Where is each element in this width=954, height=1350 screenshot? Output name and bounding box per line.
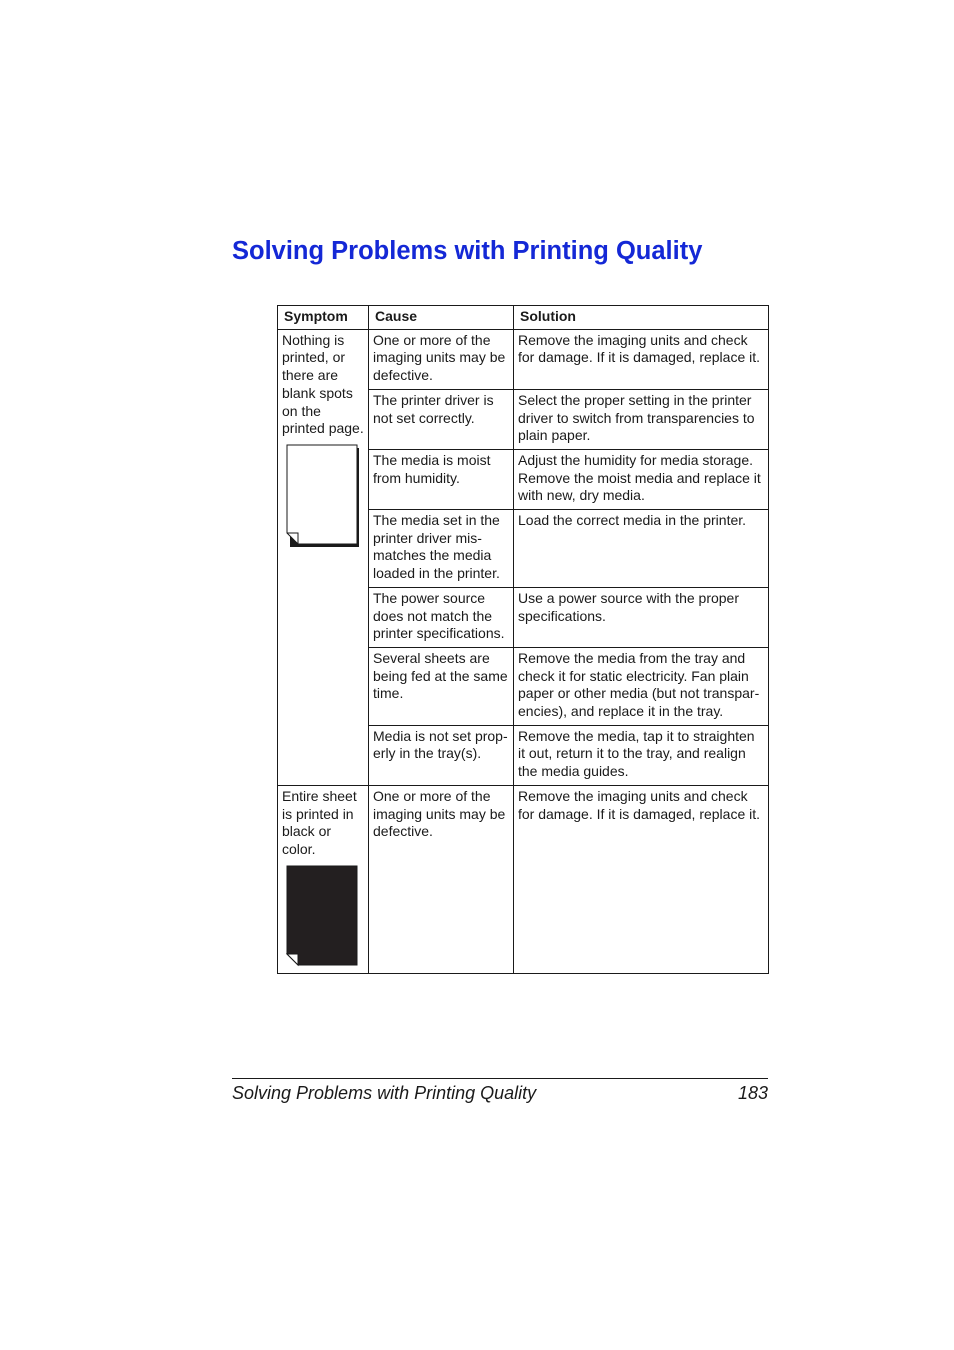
- solution-cell: Remove the imaging units and check for damage. If it is damaged, replace it.: [514, 329, 769, 389]
- table-row: [278, 785, 769, 973]
- cause-cell: One or more of the imaging units may be defective.: [369, 329, 514, 389]
- symptom-text: Nothing is printed, or there are blank spots on the printed page.: [282, 331, 364, 437]
- page-number: 183: [737, 1083, 768, 1103]
- black-page-icon: [286, 865, 360, 969]
- footer-divider: [232, 1078, 768, 1079]
- symptom-cell: [278, 329, 369, 785]
- table-header-row: [278, 306, 769, 330]
- cause-cell: The media is moist from humidity.: [369, 449, 514, 509]
- solution-cell: Remove the imaging units and check for damage. If it is damaged, replace it.: [514, 785, 769, 973]
- footer-title: Solving Problems with Printing Quality: [232, 1083, 537, 1103]
- symptom-cell: [278, 785, 369, 973]
- table-row: [278, 329, 769, 389]
- cause-cell: The media set in the printer driver mis-matches the media loaded in the printer.: [369, 510, 514, 588]
- solution-cell: Remove the media, tap it to straighten it out, return it to the tray, and realign the media guides.: [514, 725, 769, 785]
- solution-cell: Use a power source with the proper specifications.: [514, 587, 769, 647]
- cause-cell: One or more of the imaging units may be defective.: [369, 785, 514, 973]
- page-title: Solving Problems with Printing Quality: [232, 237, 703, 265]
- cause-cell: The power source does not match the printer specifications.: [369, 587, 514, 647]
- blank-page-icon: [286, 444, 360, 548]
- header-cause: Cause: [369, 306, 514, 330]
- solution-cell: Select the proper setting in the printer driver to switch from transparencies to plain paper.: [514, 389, 769, 449]
- symptom-text: Entire sheet is printed in black or color.: [282, 787, 357, 857]
- cause-cell: The printer driver is not set correctly.: [369, 389, 514, 449]
- solution-cell: Adjust the humidity for media storage. Remove the moist media and replace it with new, dry media.: [514, 449, 769, 509]
- cause-cell: Media is not set prop-erly in the tray(s).: [369, 725, 514, 785]
- solution-cell: Remove the media from the tray and check it for static electricity. Fan plain paper or other media (but not transpar-encies), and replace it in the tray.: [514, 647, 769, 725]
- header-solution: Solution: [514, 306, 769, 330]
- header-symptom: Symptom: [278, 306, 369, 330]
- print-quality-table: [277, 305, 769, 974]
- solution-cell: Load the correct media in the printer.: [514, 510, 769, 588]
- cause-cell: Several sheets are being fed at the same time.: [369, 647, 514, 725]
